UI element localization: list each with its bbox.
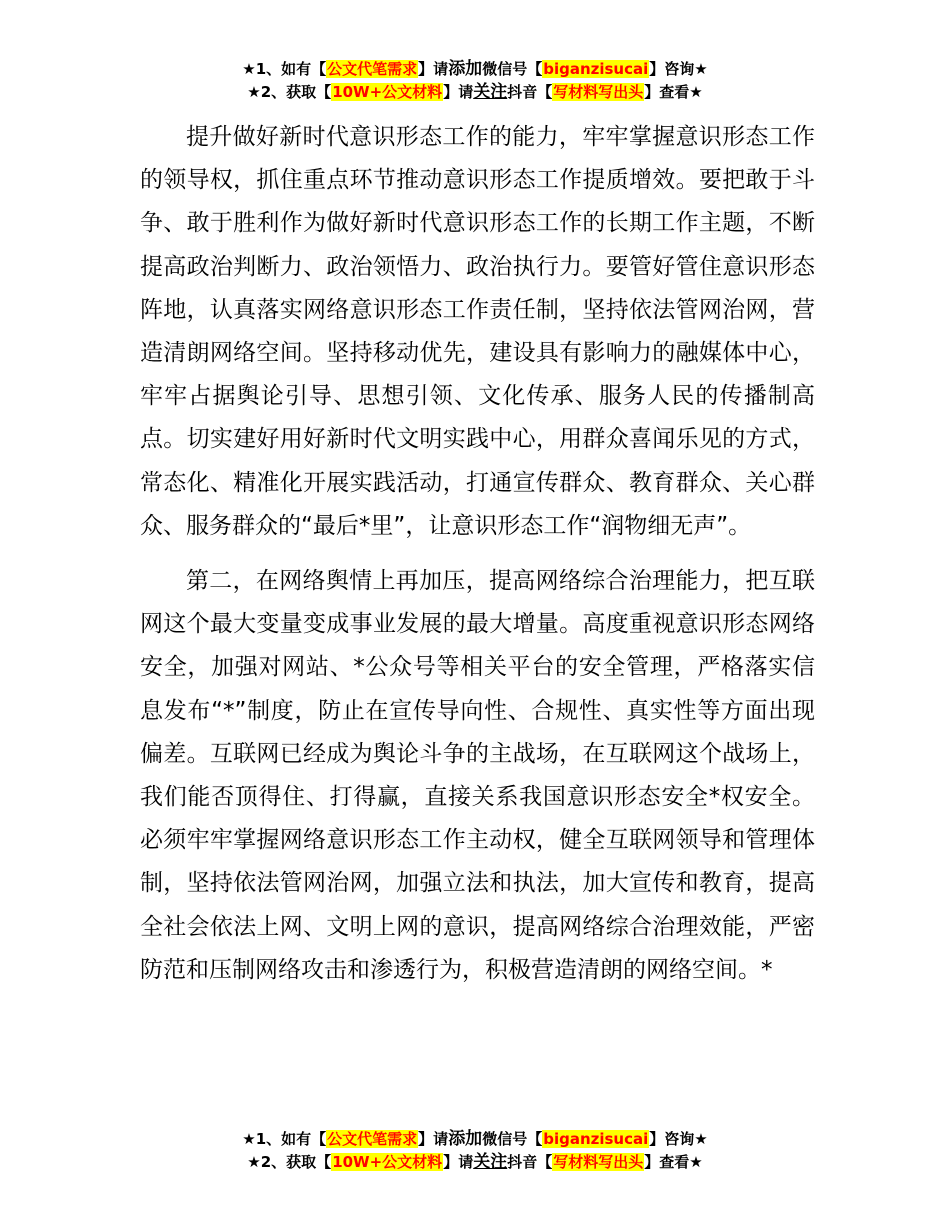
document-body xyxy=(140,116,815,992)
banner-emphasis: 关注 xyxy=(473,1152,508,1172)
footer-banner xyxy=(0,1128,950,1174)
banner-text: 抖音【 xyxy=(507,83,553,101)
banner-line-1 xyxy=(0,1128,950,1151)
banner-emphasis: 添加 xyxy=(448,1129,483,1149)
banner-text: ★2、获取【 xyxy=(247,83,332,101)
highlight-materials: 10W+公文材料 xyxy=(332,1153,443,1171)
banner-text: 微信号【 xyxy=(482,60,543,78)
highlight-service: 公文代笔需求 xyxy=(327,1130,418,1148)
banner-line-1 xyxy=(0,58,950,81)
highlight-douyin-account: 写材料写出头 xyxy=(553,1153,644,1171)
highlight-materials: 10W+公文材料 xyxy=(332,83,443,101)
banner-text: 】请 xyxy=(418,1130,449,1148)
banner-text: 】查看★ xyxy=(644,1153,703,1171)
banner-text: ★1、如有【 xyxy=(242,60,327,78)
banner-text: 】请 xyxy=(418,60,449,78)
header-banner xyxy=(0,58,950,104)
paragraph: 第二，在网络舆情上再加压，提高网络综合治理能力，把互联网这个最大变量变成事业发展的最大增量。高度重视意识形态网络安全，加强对网站、*公众号等相关平台的安全管理，严格落实信息发布“*”制度，防止在宣传导向性、合规性、真实性等方面出现偏差。互联网已经成为舆论斗争的主战场，在互联网这个战场上，我们能否顶得住、打得赢，直接关系我国意识形态安全*权安全。必须牢牢掌握网络意识形态工作主动权，健全互联网领导和管理体制，坚持依法管网治网，加强立法和执法，加大宣传和教育，提高全社会依法上网、文明上网的意识，提高网络综合治理效能，严密防范和压制网络攻击和渗透行为，积极营造清朗的网络空间。* xyxy=(140,568,815,983)
highlight-wechat-id: biganzisucai xyxy=(543,60,649,78)
banner-line-2 xyxy=(0,81,950,104)
banner-text: 】请 xyxy=(443,83,474,101)
banner-line-2 xyxy=(0,1151,950,1174)
highlight-service: 公文代笔需求 xyxy=(327,60,418,78)
banner-text: 】咨询★ xyxy=(649,1130,708,1148)
highlight-wechat-id: biganzisucai xyxy=(543,1130,649,1148)
banner-emphasis: 添加 xyxy=(448,59,483,79)
banner-text: 微信号【 xyxy=(482,1130,543,1148)
banner-text: ★1、如有【 xyxy=(242,1130,327,1148)
banner-text: 】查看★ xyxy=(644,83,703,101)
highlight-douyin-account: 写材料写出头 xyxy=(553,83,644,101)
banner-text: 】请 xyxy=(443,1153,474,1171)
banner-text: 抖音【 xyxy=(507,1153,553,1171)
banner-text: ★2、获取【 xyxy=(247,1153,332,1171)
paragraph: 提升做好新时代意识形态工作的能力，牢牢掌握意识形态工作的领导权，抓住重点环节推动意识形态工作提质增效。要把敢于斗争、敢于胜利作为做好新时代意识形态工作的长期工作主题，不断提高政治判断力、政治领悟力、政治执行力。要管好管住意识形态阵地，认真落实网络意识形态工作责任制，坚持依法管网治网，营造清朗网络空间。坚持移动优先，建设具有影响力的融媒体中心，牢牢占据舆论引导、思想引领、文化传承、服务人民的传播制高点。切实建好用好新时代文明实践中心，用群众喜闻乐见的方式，常态化、精准化开展实践活动，打通宣传群众、教育群众、关心群众、服务群众的“最后*里”，让意识形态工作“润物细无声”。 xyxy=(140,124,815,539)
banner-emphasis: 关注 xyxy=(473,82,508,102)
banner-text: 】咨询★ xyxy=(649,60,708,78)
